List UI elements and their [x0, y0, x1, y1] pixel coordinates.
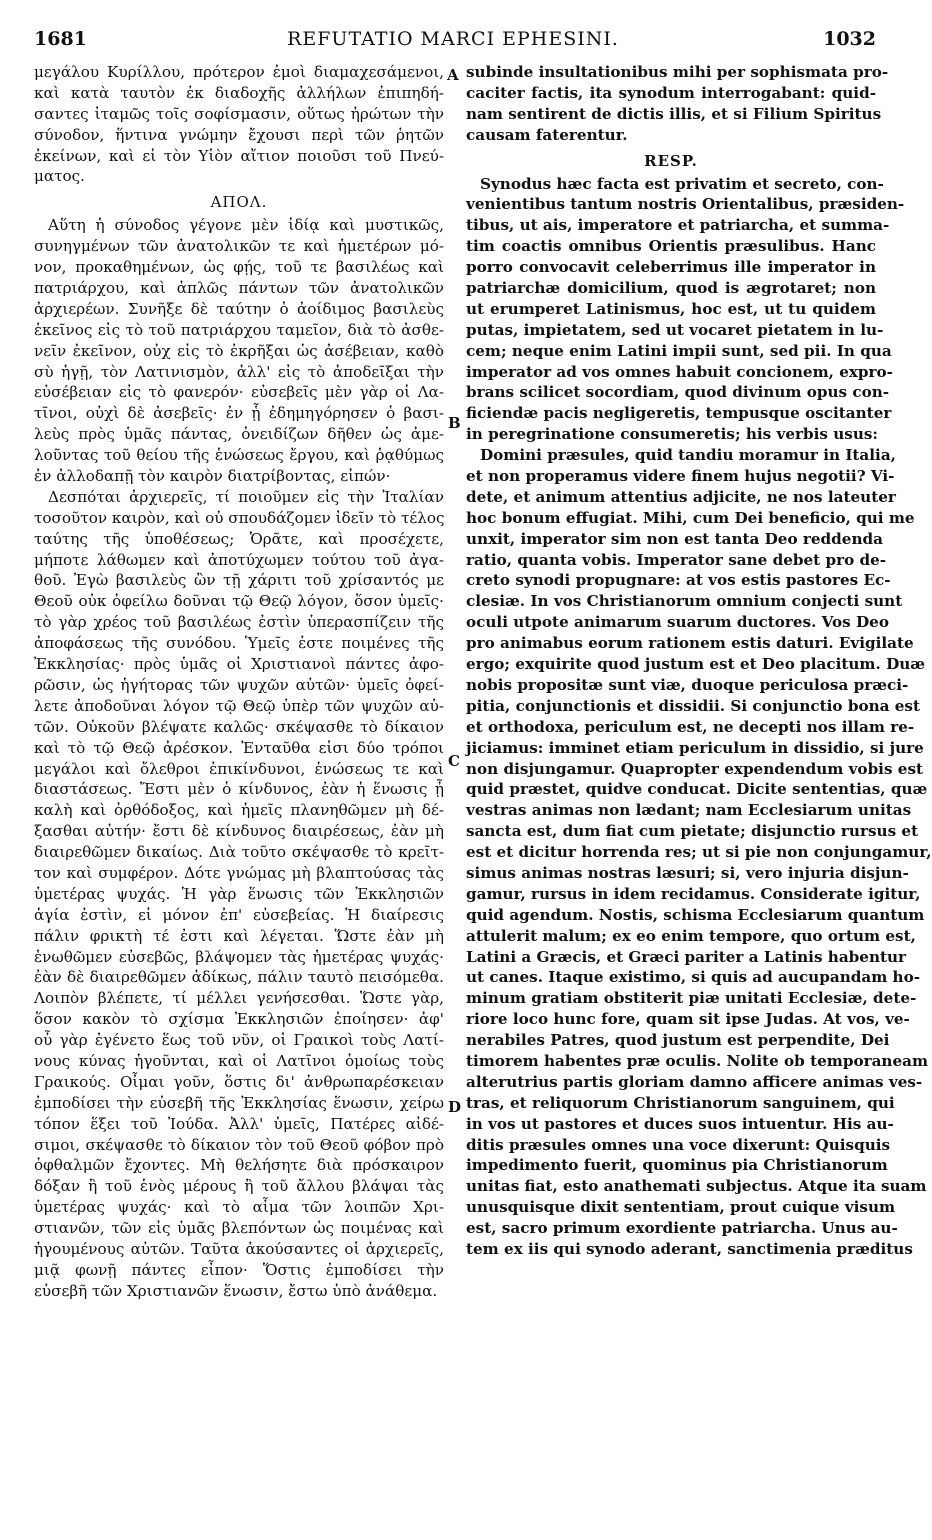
greek-text-line: συνηγμένων τῶν ἀνατολικῶν τε καὶ ἡμετέρων μό- [34, 237, 444, 256]
greek-text-line: Ἐκκλησίας· πρὸς ὑμᾶς οἱ Χριστιανοὶ πάντες ἀφο- [34, 655, 444, 674]
latin-text-line: creto synodi propugnare: at vos estis pastores Ec- [466, 571, 891, 590]
latin-text-line: simus animas nostras læsuri; si, vero injuria disjun- [466, 863, 909, 882]
latin-text-line: hoc bonum effugiat. Mihi, cum Dei beneficio, qui me [466, 508, 915, 527]
greek-text-line: Αὕτη ἡ σύνοδος γέγονε μὲν ἰδίᾳ καὶ μυστικῶς, [48, 216, 444, 235]
latin-text-line: impedimento fuerit, quominus pia Christianorum [466, 1156, 888, 1175]
latin-text-line: vestras animas non lædant; nam Ecclesiarum unitas [466, 801, 912, 820]
greek-text-line: ἡγουμένους αὐτῶν. Ταῦτα ἀκούσαντες οἱ ἀρχιερεῖς, [34, 1239, 444, 1258]
latin-text-line: brans scilicet socordiam, quod divinum opus con- [466, 383, 890, 402]
greek-text-line: Γραικούς. Οἶμαι γοῦν, ὅστις δι' ἀνθρωπαρέσκειαν [34, 1072, 444, 1091]
latin-text-line: ut canes. Itaque existimo, si quis ad aucupandam ho- [466, 968, 921, 987]
greek-text-line: πατριάρχου, καὶ ἁπλῶς πάντων τῶν ἀνατολικῶν [34, 279, 444, 298]
latin-column [466, 62, 932, 1260]
latin-text-line: tibus, ut ais, imperatore et patriarcha, et summa- [466, 216, 890, 235]
greek-text-line: ὅσον κακὸν τὸ σχίσμα Ἐκκλησιῶν ἐποίησεν· ἀφ' [34, 1010, 444, 1029]
latin-text-line: unusquisque dixit sententiam, prout cuique visum [466, 1198, 896, 1217]
latin-text-line: non disjungamur. Quapropter expendendum vobis est [466, 759, 924, 778]
greek-text-line: σὺ ἡγῇ, τὸν Λατινισμὸν, ἀλλ' εἰς τὸ ἀποδεῖξαι τὴν [34, 362, 444, 381]
latin-text-line: gamur, rursus in idem recidamus. Considerate igitur, [466, 884, 921, 903]
greek-text-line: καλὴ καὶ ὀρθόδοξος, καὶ ἡμεῖς πλανηθῶμεν μὴ δέ- [34, 801, 444, 820]
latin-text-line: Domini præsules, quid tandiu moramur in Italia, [480, 446, 896, 465]
latin-text-line: est et dicitur horrenda res; ut si pie non conjungamur, [466, 843, 932, 862]
latin-text-line: timorem habentes præ oculis. Nolite ob temporaneam [466, 1051, 929, 1070]
greek-text-line: τόπον ἕξει τοῦ Ἰούδα. Ἀλλ' ὑμεῖς, Πατέρες αἰδέ- [34, 1114, 444, 1133]
margin-letter-d: D [448, 1098, 462, 1116]
latin-text-line: quid agendum. Nostis, schisma Ecclesiarum quantum [466, 905, 925, 924]
greek-text-line: εὐσεβῆ τῶν Χριστιανῶν ἕνωσιν, ἔστω ὑπὸ ἀνάθεμα. [34, 1281, 438, 1300]
latin-text-line: subinde insultationibus mihi per sophismata pro- [466, 63, 889, 81]
greek-text-line: σύνοδον, ἥντινα γνώμην ἔχουσι περὶ τῶν ῥητῶν [34, 125, 444, 144]
greek-text-line: καὶ κατὰ ταυτὸν ἐκ διαδοχῆς ἀλλήλων ἐπιπηδή- [34, 83, 444, 102]
latin-text-line: oculi utpote animarum suarum ductores. Vos Deo [466, 613, 889, 632]
latin-text-line: riore loco hunc fore, quam sit ipse Judas. At vos, ve- [466, 1010, 910, 1029]
greek-text-line: ὑμετέρας ψυχάς· καὶ τὸ αἷμα τῶν λοιπῶν Χρι- [34, 1198, 444, 1217]
latin-text-line: dete, et animum attentius adjicite, ne nos lateuter [466, 487, 896, 506]
latin-text-line: tem ex iis qui synodo aderant, sanctimenia præditus [466, 1239, 913, 1258]
greek-text-line: οὗ γὰρ ἐγένετο ἕως τοῦ νῦν, οἱ Γραικοὶ τοὺς Λατί- [34, 1031, 444, 1050]
greek-text-line: Θεοῦ οὐκ ὀφείλω δοῦναι τῷ Θεῷ λόγον, ὅσον ὑμεῖς· [34, 592, 444, 611]
page-number-left: 1681 [34, 28, 87, 50]
latin-text-line: ut erumperet Latinismus, hoc est, ut tu quidem [466, 299, 876, 318]
latin-text-line: minum gratiam obstiterit piæ unitati Ecclesiæ, dete- [466, 989, 917, 1008]
greek-text-line: ρῶσιν, ὡς ἡγήτορας τῶν ψυχῶν αὐτῶν· ὑμεῖς ὀφεί- [34, 675, 444, 694]
greek-column [34, 62, 444, 1302]
latin-text-line: jiciamus: imminet etiam periculum in dissidio, si jure [466, 738, 924, 757]
greek-text-line: διαστάσεως. Ἔστι μὲν ὁ κίνδυνος, ἐὰν ἡ ἕνωσις ᾖ [34, 780, 444, 799]
greek-text-line: ἐκεῖνος εἰς τὸ τοῦ πατριάρχου ταμεῖον, διὰ τὸ ἀσθε- [34, 320, 444, 339]
latin-text-line: alterutrius partis gloriam damno afficere animas ves- [466, 1072, 923, 1091]
greek-text-line: στιανῶν, τῶν εἰς ὑμᾶς βλεπόντων ὡς ποιμένας καὶ [34, 1219, 444, 1238]
greek-text-line: τοσοῦτον καιρὸν, καὶ οὐ σπουδάζομεν ἰδεῖν τὸ τέλος [34, 508, 445, 527]
greek-text-line: μήποτε λάθωμεν καὶ ἀποτύχωμεν τούτου τοῦ ἀγα- [34, 550, 444, 569]
latin-text-line: tras, et reliquorum Christianorum sanguinem, qui [466, 1093, 895, 1112]
latin-text-line: nerabiles Patres, quod justum est perpendite, Dei [466, 1031, 890, 1050]
latin-text-line: cem; neque enim Latini impii sunt, sed pii. In qua [466, 341, 892, 360]
greek-text-line: ἐκείνων, καὶ εἰ τὸν Υἱὸν αἴτιον ποιοῦσι τοῦ Πνεύ- [34, 146, 444, 165]
greek-text-line: σαντες ἰταμῶς τοῖς σοφίσμασιν, οὕτως ἠρώτων τὴν [34, 104, 444, 123]
greek-text-line: ἐὰν δὲ διαιρεθῶμεν ἀδίκως, πάλιν ταυτὸ πεισόμεθα. [34, 968, 444, 987]
latin-text-line: unitas fiat, esto anathemati subjectus. Atque ita suam [466, 1177, 927, 1196]
greek-text-line: ἑνωθῶμεν εὐσεβῶς, βλάψομεν τὰς ἡμετέρας ψυχάς· [34, 947, 444, 966]
greek-text-line: ἁγία ἐστὶν, εἰ μόνον ἐπ' εὐσεβείας. Ἡ διαίρεσις [34, 905, 444, 924]
latin-text-line: unxit, imperator sim non est tanta Deo reddenda [466, 529, 883, 548]
greek-text-line: ἀποφάσεως τῆς συνόδου. Ὑμεῖς ἐστε ποιμένες τῆς [34, 634, 444, 653]
latin-text-line: imperator ad vos omnes habuit concionem, expro- [466, 362, 893, 381]
latin-text-line: Latini a Græcis, et Græci pariter a Latinis habentur [466, 947, 907, 966]
latin-text-line: nobis propositæ sunt viæ, duoque periculosa præci- [466, 675, 909, 694]
greek-text-line: ματος. [34, 167, 86, 186]
greek-text-line: καὶ τὸ τῷ Θεῷ ἀρέσκον. Ἐνταῦθα εἰσι δύο τρόποι [34, 738, 444, 757]
greek-text-line: λετε ἀποδοῦναι λόγον τῷ Θεῷ ὑπὲρ τῶν ψυχῶν αὐ- [34, 696, 444, 715]
latin-text-line: ditis præsules omnes una voce dixerunt: Quisquis [466, 1135, 891, 1154]
greek-text-line: ὑμετέρας ψυχάς. Ἡ γὰρ ἕνωσις τῶν Ἐκκλησιῶν [34, 884, 444, 903]
latin-text-line: sancta est, dum fiat cum pietate; disjunctio rursus et [466, 822, 919, 841]
latin-text-line: est, sacro primum exordiente patriarcha. Unus au- [466, 1219, 898, 1238]
latin-text-line: patriarchæ domicilium, quod is ægrotaret; non [466, 279, 876, 298]
latin-text-line: pitia, conjunctionis et dissidii. Si conjunctio bona est [466, 696, 920, 715]
margin-letter-c: C [448, 752, 460, 770]
greek-text-line: πάλιν φρικτὴ τέ ἐστι καὶ λέγεται. Ὥστε ἐὰν μὴ [34, 926, 444, 945]
latin-text-line: causam faterentur. [466, 125, 628, 144]
greek-text-line: δόξαν ἢ τοῦ ἑνὸς μέρους ἢ τοῦ ἄλλου βλάψαι τὰς [34, 1177, 444, 1196]
latin-text-line: quid præstet, quidve conducat. Dicite sententias, quæ [466, 780, 928, 799]
greek-text-line: ταύτης τῆς ὑποθέσεως; Ὁρᾶτε, καὶ προσέχετε, [34, 529, 444, 548]
page-number-right: 1032 [823, 28, 876, 50]
latin-text-line: ergo; exquirite quod justum est et Deo placitum. Duæ [466, 655, 926, 674]
running-title: REFUTATIO MARCI EPHESINI. [287, 28, 619, 50]
greek-text-line: Δεσπόται ἀρχιερεῖς, τί ποιοῦμεν εἰς τὴν Ἰταλίαν [48, 487, 444, 506]
greek-text-line: ἐμποδίσει τὴν εὐσεβῆ τῆς Ἐκκλησίας ἕνωσιν, χείρω [34, 1093, 444, 1112]
greek-text-line: τῶν. Οὐκοῦν βλέψατε καλῶς· σκέψασθε τὸ δίκαιον [34, 717, 444, 736]
running-header [0, 28, 906, 56]
greek-text-line: ἐν ἀλλοδαπῇ τὸν καιρὸν διατρίβοντας, εἰπών· [34, 467, 391, 486]
greek-text-line: διαιρεθῶμεν δικαίως. Διὰ τοῦτο σκέψασθε τὸ κρεῖτ- [34, 843, 444, 862]
greek-text-line: μιᾷ φωνῇ πάντες εἶπον· Ὅστις ἐμποδίσει τὴν [34, 1260, 444, 1279]
latin-text-line: in peregrinatione consumeretis; his verbis usus: [466, 425, 879, 444]
greek-text-line: λεὺς πρὸς ὑμᾶς πάντας, ὀνειδίζων δῆθεν ὡς ἀμε- [34, 425, 444, 444]
greek-text-line: λοῦντας τοῦ θείου τῆς ἑνώσεως ἔργου, καὶ ῥᾳθύμως [34, 446, 444, 465]
margin-letter-b: B [448, 414, 461, 432]
greek-text-line: εὐσέβειαν εἰς τὸ φανερόν· εὐσεβεῖς μὲν γὰρ οἱ Λα- [34, 383, 444, 402]
greek-text-line: τον καὶ συμφέρον. Δότε γνώμας μὴ βλαπτούσας τὰς [34, 863, 444, 882]
greek-text-line: μεγάλου Κυρίλλου, πρότερον ἐμοὶ διαμαχεσάμενοι, [34, 63, 444, 81]
latin-text-line: venientibus tantum nostris Orientalibus, præsiden- [466, 195, 905, 214]
greek-text-line: τῖνοι, οὐχὶ δὲ ἀσεβεῖς· ἐν ᾗ ἐδημηγόρησεν ὁ βασι- [34, 404, 444, 423]
greek-text-line: μεγάλοι καὶ ὄλεθροι ἐπικίνδυνοι, ἑνώσεως τε καὶ [34, 759, 444, 778]
latin-text-line: clesiæ. In vos Christianorum omnium conjecti sunt [466, 592, 903, 611]
latin-text-line: et orthodoxa, periculum est, ne decepti nos illam re- [466, 717, 915, 736]
greek-section-heading: ΑΠΟΛ. [210, 193, 268, 212]
greek-text-line: νους κύνας ἡγοῦνται, καὶ οἱ Λατῖνοι ὁμοίως τοὺς [34, 1051, 444, 1070]
latin-text-line: Synodus hæc facta est privatim et secreto, con- [480, 174, 884, 193]
latin-text-line: nam sentirent de dictis illis, et si Filium Spiritus [466, 104, 882, 123]
latin-text-line: putas, impietatem, sed ut vocaret pietatem in lu- [466, 320, 884, 339]
latin-text-line: attulerit malum; ex eo enim tempore, quo ortum est, [466, 926, 916, 945]
latin-text-line: pro animabus eorum rationem estis daturi. Evigilate [466, 634, 914, 653]
latin-section-heading: RESP. [644, 151, 698, 170]
latin-text-line: caciter factis, ita synodum interrogabant: quid- [466, 83, 876, 102]
greek-text-line: Λοιπὸν βλέπετε, τί μέλλει γενήσεσθαι. Ὥστε γὰρ, [34, 989, 444, 1008]
latin-text-line: porro convocavit celeberrimus ille imperator in [466, 258, 876, 277]
latin-text-line: tim coactis omnibus Orientis præsulibus. Hanc [466, 237, 876, 256]
greek-text-line: τὸ γὰρ χρέος τοῦ βασιλέως ἐστὶν ὑπερασπίζειν τῆς [34, 613, 444, 632]
greek-text-line: ξασθαι αὐτήν· ἔστι δὲ κίνδυνος διαιρέσεως, ἐὰν μὴ [34, 822, 444, 841]
latin-text-line: in vos ut pastores et duces suos intuentur. His au- [466, 1114, 894, 1133]
greek-text-line: ἀρχιερέων. Συνῆξε δὲ ταύτην ὁ ἀοίδιμος βασιλεὺς [34, 299, 444, 318]
latin-text-line: ficiendæ pacis negligeretis, tempusque oscitanter [466, 404, 892, 423]
greek-text-line: ὀφθαλμῶν ἔχοντες. Μὴ θελήσητε διὰ πρόσκαιρον [34, 1156, 444, 1175]
greek-text-line: θοῦ. Ἐγὼ βασιλεὺς ὢν τῇ χάριτι τοῦ χρίσαντός με [34, 571, 444, 590]
latin-text-line: et non properamus videre finem hujus negotii? Vi- [466, 467, 895, 486]
greek-text-line: νον, προκαθημένων, ὡς φῄς, τοῦ τε βασιλέως καὶ [34, 258, 444, 277]
greek-text-line: σιμοι, σκέψασθε τὸ δίκαιον τὸν τοῦ Θεοῦ φόβον πρὸ [34, 1135, 444, 1154]
greek-text-line: νεῖν ἐκεῖνον, οὐχ εἰς τὸ ἐκρῆξαι ὡς ἀσέβειαν, καθὸ [34, 341, 444, 360]
latin-text-line: ratio, quanta vobis. Imperator sane debet pro de- [466, 550, 887, 569]
margin-letter-a: A [447, 66, 459, 84]
